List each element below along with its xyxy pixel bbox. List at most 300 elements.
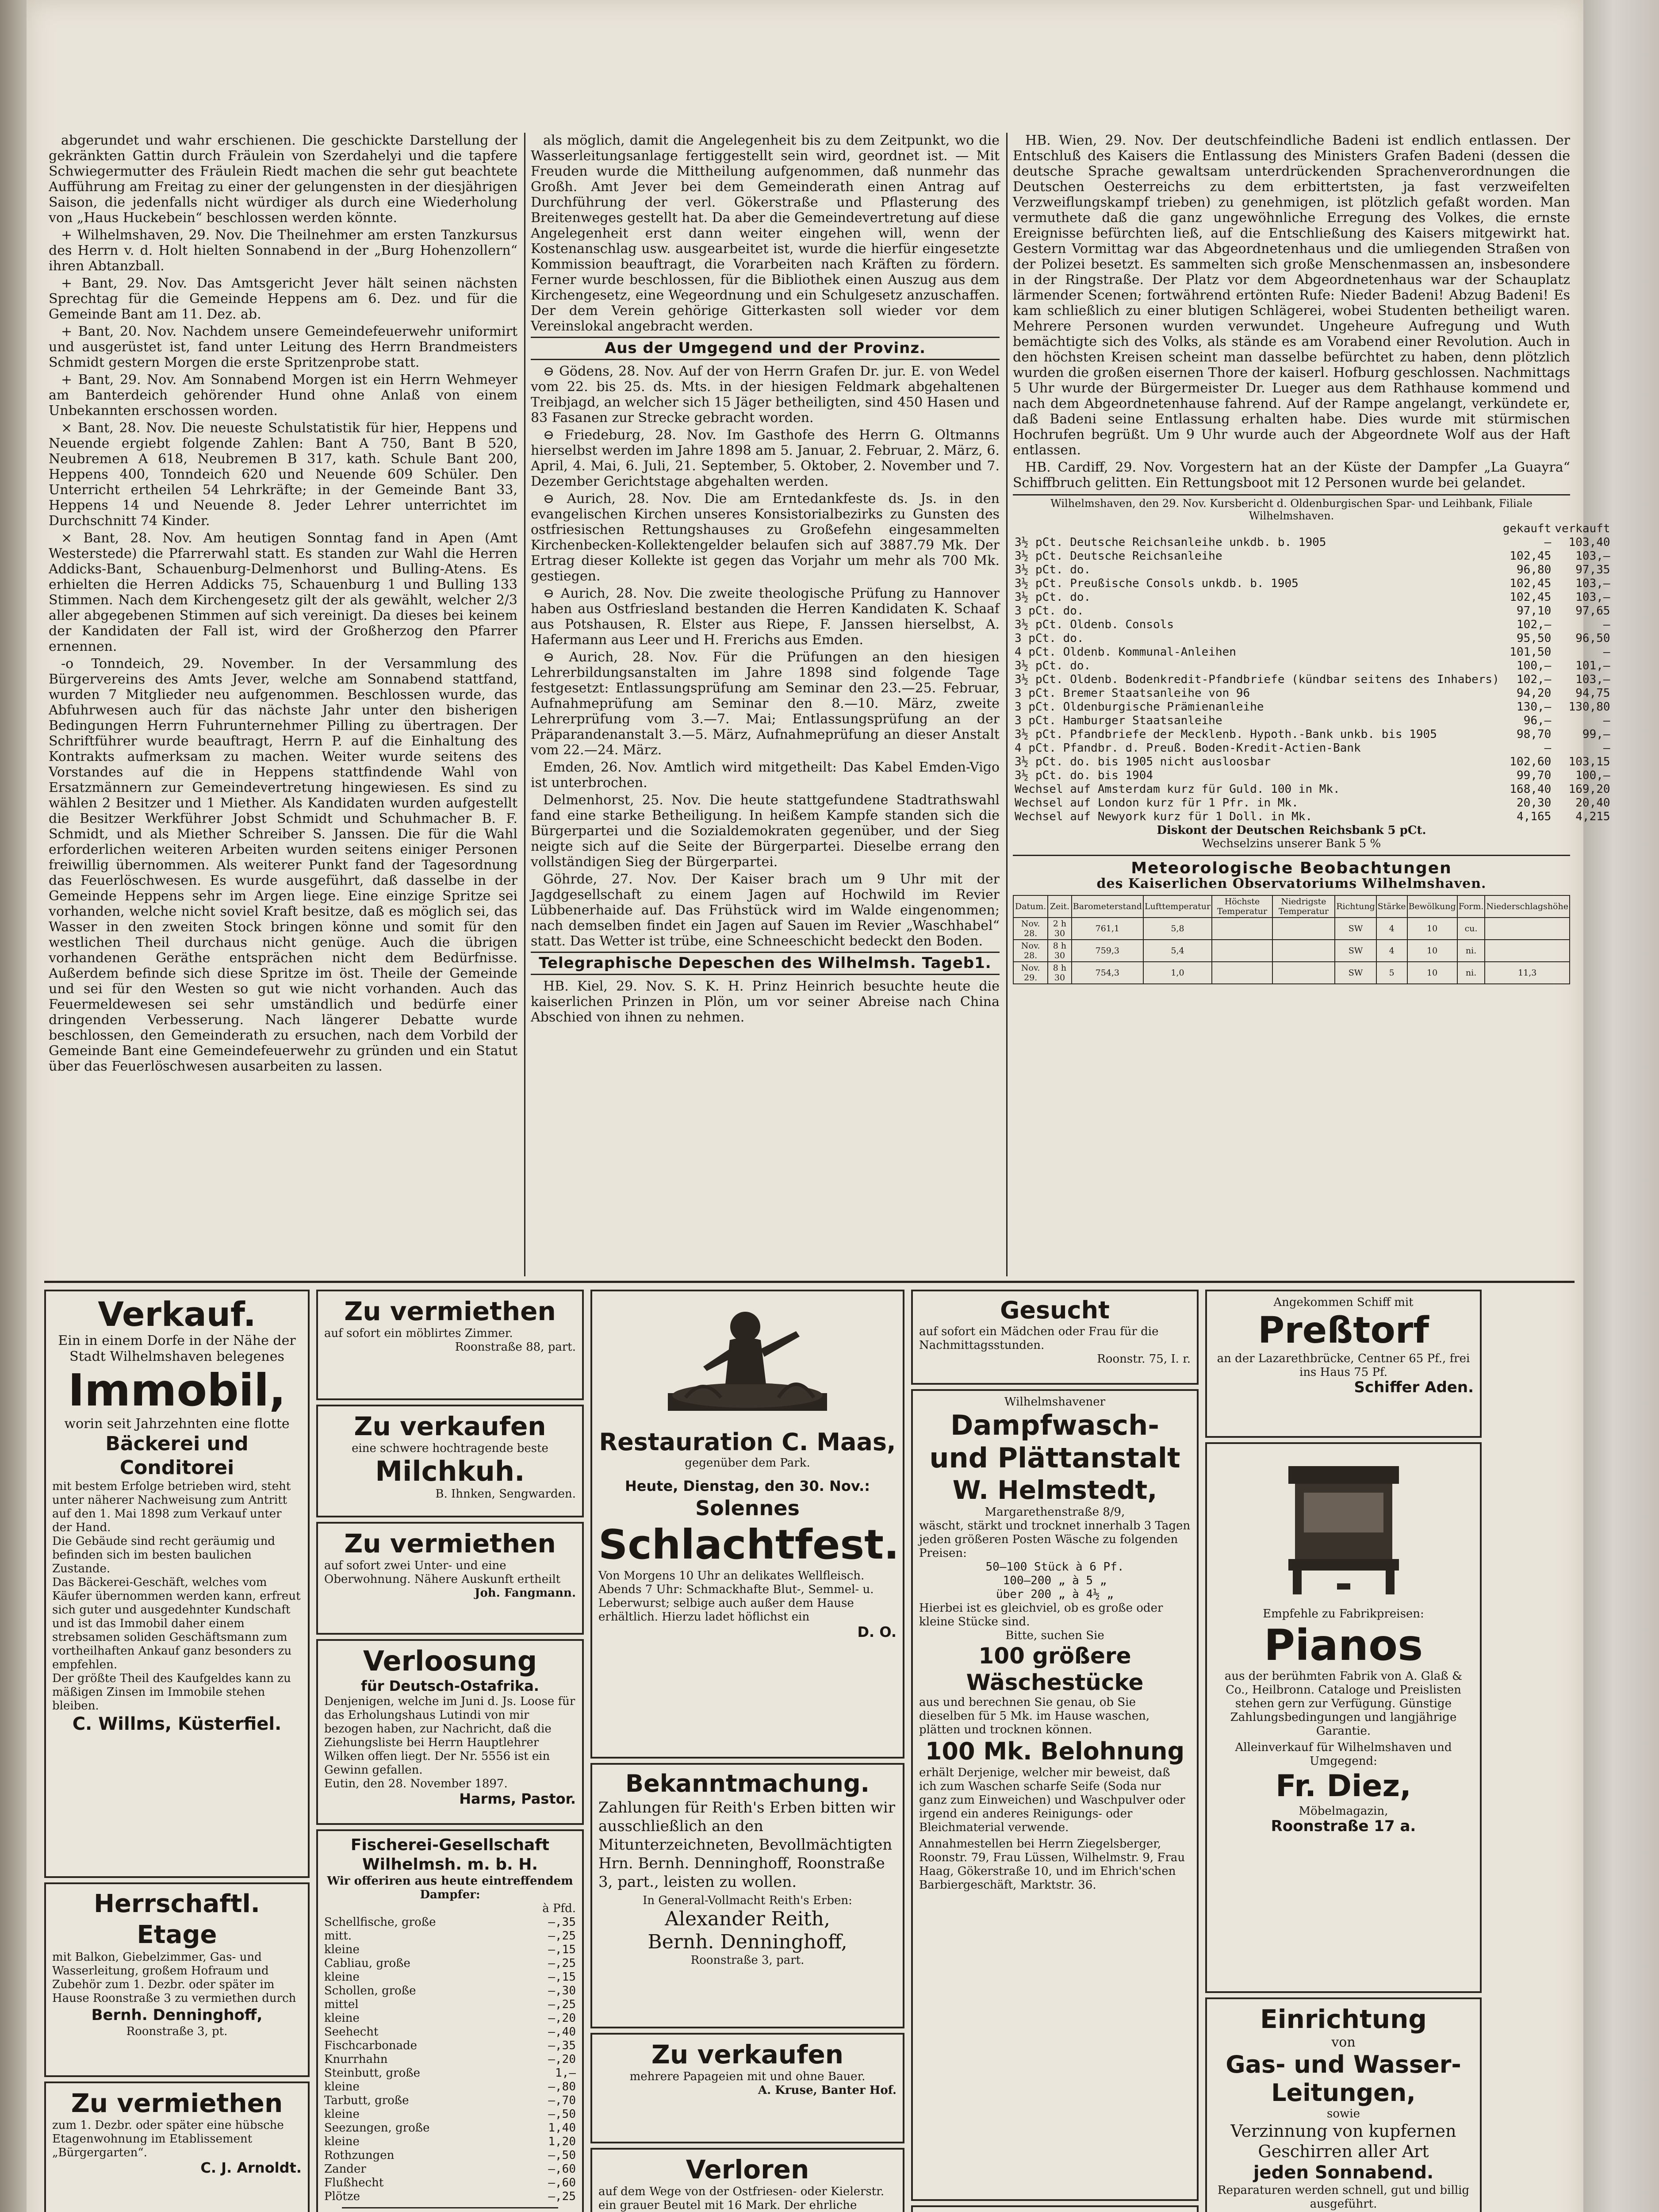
news-paragraph: ⊖ Aurich, 28. Nov. Für die Prüfungen an den hiesigen Lehrerbildungsanstalten im Jahre 1898 sind folgende Tage festgesetzt: Entlassungsprüfung am Seminar den 23.—25. Februar, Aufnahmeprüfung am Seminar den 8.—10. März, zweite Lehrerprüfung vom 3.—7. Mai; Entlassungsprüfung an der Präparandenanstalt 3.—5. März, Aufnahmeprüfung an dieser Anstalt vom 22.—24. März.: [531, 649, 1000, 758]
meteo-cell: [1212, 918, 1272, 940]
rates-cell: 3½ pCt. Pfandbriefe der Mecklenb. Hypoth.-Bank unkb. bis 1905: [1015, 728, 1437, 741]
rates-cell: 100,—: [1517, 659, 1552, 672]
rates-cell: 102,60: [1510, 755, 1552, 768]
ad-text: Das Bäckerei-Geschäft, welches vom Käufer übernommen werden kann, erfreut sich guter und ausgedehnter Kundschaft und ist das Immobil daher einem strebsamen soliden Geschäftsmann zum vortheilhaften Ankauf ganz besonders zu empfehlen.: [52, 1576, 301, 1671]
ad-address: Roonstraße 17 a.: [1271, 1817, 1416, 1835]
ad-text: Verzinnung von kupfernen Geschirren aller Art: [1230, 2121, 1456, 2161]
news-paragraph: + Bant, 29. Nov. Am Sonnabend Morgen ist ein Herrn Wehmeyer am Banterdeich gehörender Hund ohne Anlaß von einem Unbekannten erschossen worden.: [49, 372, 517, 419]
rates-cell: 3 pCt. do.: [1015, 632, 1084, 645]
fish-price-row: [324, 2012, 576, 2025]
ad-text: Die Gebäude sind recht geräumig und befinden sich im besten baulichen Zustande.: [52, 1535, 276, 1575]
ad-headline: Preßtorf: [1258, 1310, 1429, 1352]
ad-title: Zu verkaufen: [651, 2039, 844, 2070]
fish-price-row: [324, 1984, 576, 1998]
meteo-cell: 8 h 30: [1048, 940, 1072, 962]
news-paragraph: HB. Wien, 29. Nov. Der deutschfeindliche Badeni ist endlich entlassen. Der Entschluß des Kaisers die Entlassung des Ministers Grafen Badeni (dessen die deutsche Sprache gewaltsam unterdrückenden Sprachenverordnungen die Deutschen Oesterreichs zu dem erbittertsten, ja fast verzweifelten Verzweiflungskampf trieben) zu genehmigen, ist plötzlich gefaßt worden. Man vermuthete daß die ganz ungewöhnliche Erregung des Volkes, die ernste Ereignisse befürchten ließ, auf die Entschließung des Kaisers mitgewirkt hat. Gestern Vormittag war das Abgeordnetenhaus und die umliegenden Straßen von der Polizei besetzt. Es sammelten sich große Menschenmassen an, insbesondere in der Ringstraße. Der Platz vor dem Abgeordnetenhaus war der Schauplatz lärmender Scenen; fortwährend ertönten Rufe: Nieder Badeni! Abzug Badeni! Es kam schließlich zu einer blutigen Schlägerei, wobei Studenten betheiligt waren. Mehrere Personen wurden verwundet. Ungeheure Aufregung und Wuth bemächtigte sich des Volks, als stände es am Vorabend einer Revolution. Auch in den höchsten Kreisen scheint man dasselbe befürchtet zu haben, denn plötzlich wurden die großen eisernen Thore der kaiserl. Hofburg geschlossen. Nachmittags 5 Uhr wurde der Bürgermeister Dr. Lueger aus dem Rathhause kommend und nach dem Abgeordnetenhause fahrend. Auf der Rampe angelangt, verkündete er, daß Badeni seine Entlassung erhalten habe. Dies wurde mit stürmischen Hochrufen begrüßt. Um 9 Uhr wurde auch der Abgeordnete Wolf aus der Haft entlassen.: [1013, 133, 1570, 458]
fish-price-row: [324, 2053, 576, 2066]
meteo-cell: cu.: [1457, 918, 1485, 940]
rates-cell: 100,—: [1575, 769, 1610, 782]
ad-title: Zu vermiethen: [71, 2088, 283, 2118]
fish-name: Steinbutt, große: [324, 2066, 421, 2080]
news-paragraph: als möglich, damit die Angelegenheit bis zu dem Zeitpunkt, wo die Wasserleitungsanlage fertiggestellt sein wird, geordnet ist. — Mit Freuden wurde die Mittheilung aufgenommen, daß nunmehr das Großh. Amt Jever bei dem Gemeinderath einen Antrag auf Durchführung der verl. Gökerstraße und Pflasterung des Breitenweges gestellt hat. Da aber die Gemeindevertretung auf diese Angelegenheit erst dann weiter eingehen will, wenn der Kostenanschlag usw. ausgearbeitet ist, wurde die hierfür eingesetzte Kommission beauftragt, die Vorarbeiten nach Kräften zu fördern. Ferner wurde beschlossen, für die Bibliothek einen Auszug aus dem Kirchengesetz, eine Wegeordnung und ein Schulgesetz anzuschaffen. Der dem Verein gehörige Gitterkasten soll wieder vor dem Vereinslokal angebracht werden.: [531, 133, 1000, 334]
ad-address: Margarethenstraße 8/9,: [985, 1505, 1125, 1519]
ad-title: Restauration C. Maas,: [599, 1428, 896, 1456]
fish-price: —,80: [548, 2080, 576, 2093]
meteo-cell: ni.: [1457, 962, 1485, 984]
rates-cell: 95,50: [1517, 632, 1552, 645]
fish-price: —,50: [548, 2149, 576, 2162]
ad-headline: Immobil,: [68, 1364, 286, 1416]
meteo-cell: [1272, 940, 1335, 962]
rates-cell: 99,70: [1517, 769, 1552, 782]
ad-verkauf: [44, 1290, 310, 1878]
ad-text: an der Lazarethbrücke, Centner 65 Pf., frei ins Haus 75 Pf.: [1217, 1352, 1470, 1379]
rates-cell: 102,45: [1510, 549, 1552, 563]
news-column-2: [531, 133, 1000, 1272]
fish-price-row: [324, 2135, 576, 2149]
meteo-cell: SW: [1335, 962, 1376, 984]
ad-title: Gesucht: [1000, 1296, 1110, 1324]
exchange-rates-table: [1013, 522, 1612, 824]
rates-footer: Diskont der Deutschen Reichsbank 5 pCt.: [1157, 824, 1426, 837]
ad-text: Annahmestellen bei Herrn Ziegelsberger, Roonstr. 79, Frau Lüssen, Wilhelmstr. 9, Frau Haag, Gökerstraße 10, und im Ehrich'schen Barbiergeschäft, Marktstr. 36.: [919, 1837, 1185, 1892]
rates-cell: 102,45: [1510, 591, 1552, 604]
ad-text: worin seit Jahrzehnten eine flotte: [64, 1416, 290, 1432]
page-edge: [1583, 0, 1659, 2212]
rates-row: [1013, 700, 1612, 714]
rates-row: [1013, 741, 1612, 755]
rates-cell: 98,70: [1517, 728, 1552, 741]
meteo-header-cell: Richtung: [1335, 895, 1376, 918]
fish-price-row: [324, 2080, 576, 2094]
ad-text: Denjenigen, welche im Juni d. Js. Loose für das Erholungshaus Lutindi von mir bezogen haben, zur Nachricht, daß die Ziehungsliste bei Herrn Hauptlehrer Wilken offen liegt. Der Nr. 5556 ist ein Gewinn gefallen.: [324, 1695, 575, 1777]
ad-headline: Schlachtfest.: [598, 1521, 900, 1568]
fish-price-row: [324, 2108, 576, 2121]
rates-cell: Wechsel auf Amsterdam kurz für Guld. 100 in Mk.: [1015, 783, 1340, 796]
rates-row: [1013, 549, 1612, 563]
meteo-cell: Nov. 28.: [1013, 918, 1048, 940]
news-paragraph: × Bant, 28. Nov. Am heutigen Sonntag fand in Apen (Amt Westerstede) die Pfarrerwahl statt. Es standen zur Wahl die Herren Addicks-Bant, Schauenburg-Delmenhorst und Bulling-Atens. Es erhielten die Herren Addicks 75, Schauenburg 1 und Bulling 133 Stimmen. Nach dem Kirchengesetz gilt der als gewählt, welcher 2/3 aller abgegebenen Stimmen auf sich vereinigt. Da dieses bei keinem der Kandidaten der Fall ist, wird der Großherzog den Pfarrer ernennen.: [49, 530, 517, 654]
ad-signature: D. O.: [857, 1624, 897, 1640]
ad-text: auf sofort ein Mädchen oder Frau für die Nachmittagsstunden.: [919, 1325, 1159, 1352]
meteo-header-cell: Form.: [1457, 895, 1485, 918]
ad-text: mit Balkon, Giebelzimmer, Gas- und Wasserleitung, großem Hofraum und Zubehör zum 1. Dezbr. oder später im Hause Roonstraße 3 zu vermiethen durch: [52, 1951, 296, 2005]
news-paragraph: ⊖ Aurich, 28. Nov. Die zweite theologische Prüfung zu Hannover haben aus Ostfriesland bestanden die Herren Kandidaten K. Schaaf aus Potshausen, R. Elster aus Riepe, F. Janssen hierselbst, A. Hafermann aus Leer und H. Frerichs aus Emden.: [531, 586, 1000, 648]
ad-signature: A. Kruse, Banter Hof.: [758, 2084, 897, 2097]
ad-signature: B. Ihnken, Sengwarden.: [435, 1487, 576, 1501]
rates-cell: 3½ pCt. Oldenb. Bodenkredit-Pfandbriefe (kündbar seitens des Inhabers): [1015, 673, 1499, 686]
meteo-cell: Nov. 28.: [1013, 940, 1048, 962]
ad-title: Fischerei-Gesellschaft Wilhelmsh. m. b. H.: [350, 1836, 550, 1874]
section-title-telegraph: Telegraphische Depeschen des Wilhelmsh. Tageb1.: [531, 952, 1000, 975]
rates-cell: Wechsel auf Newyork kurz für 1 Doll. in Mk.: [1015, 810, 1313, 823]
fish-price: —,15: [548, 1970, 576, 1984]
rates-row: [1013, 604, 1612, 618]
rates-row: [1013, 673, 1612, 687]
rates-cell: 102,—: [1517, 673, 1552, 686]
woodcut-figure-icon: [650, 1296, 845, 1424]
rates-cell: 3½ pCt. Oldenb. Consols: [1015, 618, 1174, 631]
ad-title: Verloosung: [363, 1645, 537, 1677]
rates-cell: 3½ pCt. Preußische Consols unkdb. b. 1905: [1015, 577, 1299, 590]
meteo-header-cell: Stärke: [1376, 895, 1407, 918]
rates-cell: 4 pCt. Pfandbr. d. Preuß. Boden-Kredit-Actien-Bank: [1015, 741, 1361, 755]
fish-price: —,20: [548, 2012, 576, 2025]
rates-cell: —: [1603, 645, 1610, 659]
fish-name: mittel: [324, 1998, 359, 2011]
rates-cell: 3½ pCt. do.: [1015, 659, 1091, 672]
meteo-cell: 1,0: [1143, 962, 1212, 984]
rates-cell: 130,—: [1517, 700, 1552, 714]
ad-text: auf sofort zwei Unter- und eine Oberwohnung. Nähere Auskunft ertheilt: [324, 1559, 561, 1586]
fish-name: Fischcarbonade: [324, 2039, 418, 2052]
page-binding: [0, 0, 27, 2212]
fish-name: kleine: [324, 2135, 360, 2148]
ad-subtitle: gegenüber dem Park.: [685, 1456, 810, 1470]
ad-signature: C. Willms, Küsterfiel.: [72, 1714, 282, 1734]
rates-cell: 97,10: [1517, 604, 1552, 618]
rates-cell: 3½ pCt. Deutsche Reichsanleihe unkdb. b. 1905: [1015, 536, 1326, 549]
rates-cell: 4 pCt. Oldenb. Kommunal-Anleihen: [1015, 645, 1236, 659]
meteo-cell: [1212, 940, 1272, 962]
ad-text: zum 1. Dezbr. oder später eine hübsche Etagenwohnung im Etablissement „Bürgergarten“.: [52, 2119, 284, 2159]
ad-text: Von Morgens 10 Uhr an delikates Wellfleisch. Abends 7 Uhr: Schmackhafte Blut-, Semmel- u. Leberwurst; selbige auch außer dem Hause erhältlich. Hierzu ladet höflichst ein: [598, 1569, 874, 1624]
ad-address: Roonstraße 3, part.: [690, 1954, 805, 1967]
fish-price-list: [324, 1916, 576, 2204]
fish-name: kleine: [324, 1943, 360, 1956]
ad-headline: 100 Mk. Belohnung: [925, 1737, 1185, 1765]
news-column-1: [49, 133, 517, 1272]
fish-name: Schollen, große: [324, 1984, 416, 1997]
ad-verloosung: [316, 1639, 584, 1825]
rates-cell: 130,80: [1568, 700, 1610, 714]
meteo-header-cell: Niederschlagshöhe: [1485, 895, 1570, 918]
wash-price-row: 100—200 „ à 5 „: [1003, 1574, 1107, 1587]
ad-vermiethen-e: [911, 2205, 1199, 2212]
news-paragraph: + Bant, 29. Nov. Das Amtsgericht Jever hält seinen nächsten Sprechtag für die Gemeinde Heppens am 6. Dez. und für die Gemeinde Bant am 11. Dez. ab.: [49, 276, 517, 322]
ad-headline: Milchkuh.: [375, 1455, 525, 1487]
rates-cell: 101,50: [1510, 645, 1552, 659]
rates-row: [1013, 714, 1612, 728]
ad-signature: Fr. Diez,: [1276, 1769, 1411, 1804]
rates-cell: 20,30: [1517, 796, 1552, 810]
news-paragraph: HB. Cardiff, 29. Nov. Vorgestern hat an der Küste der Dampfer „La Guayra“ Schiffbruch gelitten. Ein Rettungsboot mit 12 Personen wurde bei gelandet.: [1013, 460, 1570, 491]
fish-name: Rothzungen: [324, 2149, 395, 2162]
ad-text: aus und berechnen Sie genau, ob Sie dieselben für 5 Mk. im Hause waschen, plätten und trocknen können.: [919, 1696, 1150, 1736]
fish-name: Plötze: [324, 2190, 360, 2203]
ad-signature: Schiffer Aden.: [1354, 1379, 1474, 1396]
wash-price-row: über 200 „ à 4½ „: [996, 1588, 1114, 1601]
rates-row: [1013, 687, 1612, 700]
rates-cell: 97,35: [1575, 563, 1610, 576]
meteo-cell: 4: [1376, 940, 1407, 962]
rates-row: [1013, 796, 1612, 810]
meteo-header-cell: Bewölkung: [1407, 895, 1457, 918]
rates-cell: 94,75: [1575, 687, 1610, 700]
rates-cell: 3 pCt. Oldenburgische Prämienanleihe: [1015, 700, 1264, 714]
news-paragraph: ⊖ Aurich, 28. Nov. Die am Erntedankfeste ds. Js. in den evangelischen Kirchen unseres Konsistorialbezirks zu Gunsten des ostfriesischen Rettungshauses zu Großefehn eingesammelten Kirchenbecken-Kollektengelder belaufen sich auf 3887.79 Mk. Der Ertrag dieser Kollekte ist gegen das Vorjahr um mehr als 700 Mk. gestiegen.: [531, 491, 1000, 584]
meteo-cell: ni.: [1457, 940, 1485, 962]
meteo-cell: 5: [1376, 962, 1407, 984]
rates-cell: 99,—: [1582, 728, 1610, 741]
rates-row: [1013, 728, 1612, 741]
meteo-cell: 10: [1407, 918, 1457, 940]
rates-cell: 3½ pCt. do.: [1015, 591, 1091, 604]
meteo-cell: SW: [1335, 918, 1376, 940]
fish-price-row: [324, 2066, 576, 2080]
ad-title: Verkauf.: [98, 1294, 256, 1334]
meteo-cell: [1212, 962, 1272, 984]
ad-title: Zu vermiethen: [344, 1528, 556, 1559]
ad-title: Zu verkaufen: [354, 1411, 546, 1441]
ad-gesucht: [911, 1290, 1199, 1385]
fish-price: —,40: [548, 2025, 576, 2039]
ad-text: von: [1331, 2035, 1356, 2050]
fish-price-row: [324, 1957, 576, 1970]
rates-cell: 3½ pCt. do. bis 1904: [1015, 769, 1153, 782]
meteo-cell: 759,3: [1072, 940, 1143, 962]
ad-title: Bekanntmachung.: [625, 1770, 870, 1797]
rates-cell: 97,65: [1575, 604, 1610, 618]
meteo-header-cell: Zeit.: [1048, 895, 1072, 918]
meteo-subtitle: des Kaiserlichen Observatoriums Wilhelmshaven.: [1096, 876, 1487, 891]
ad-text: Alleinverkauf für Wilhelmshaven und Umgegend:: [1235, 1741, 1452, 1768]
ad-text: eine schwere hochtragende beste: [352, 1442, 548, 1455]
meteo-row: [1013, 962, 1570, 984]
fish-name: Flußhecht: [324, 2176, 384, 2189]
meteo-table: [1013, 895, 1570, 984]
news-paragraph: ⊖ Gödens, 28. Nov. Auf der von Herrn Grafen Dr. jur. E. von Wedel vom 22. bis 25. ds. Mts. in der hiesigen Feldmark abgehaltenen Treibjagd, an welcher sich 15 Jäger betheiligten, sind 450 Hasen und 83 Fasanen zur Strecke gebracht worden.: [531, 364, 1000, 426]
rates-cell: 103,—: [1575, 549, 1610, 563]
ad-text: Der größte Theil des Kaufgeldes kann zu mäßigen Zinsen im Immobile stehen bleiben.: [52, 1672, 291, 1713]
ad-text: auf sofort ein möblirtes Zimmer.: [324, 1327, 513, 1340]
news-paragraph: Delmenhorst, 25. Nov. Die heute stattgefundene Stadtrathswahl fand eine starke Betheiligung. In heißem Kampfe standen sich die Bürgerpartei und die Sozialdemokraten gegenüber, und der Sieg neigte sich auf die Seite der Bürgerpartei. Dieselbe errang den vollständigen Sieg der Bürgerpartei.: [531, 792, 1000, 870]
fish-price: —,25: [548, 2190, 576, 2203]
ad-subtitle: Wir offeriren aus heute eintreffendem Dampfer:: [327, 1874, 573, 1901]
rates-cell: 3½ pCt. do. bis 1905 nicht ausloosbar: [1015, 755, 1271, 768]
ad-vermiethen-a: [44, 2081, 310, 2212]
ad-signature: C. J. Arnoldt.: [200, 2159, 302, 2176]
rates-row: [1013, 591, 1612, 604]
ad-owner: W. Helmstedt,: [952, 1475, 1157, 1505]
rates-cell: —: [1544, 741, 1552, 755]
ad-address: Roonstraße 3, pt.: [126, 2025, 228, 2038]
fish-price: —,30: [548, 1984, 576, 1997]
meteo-row: [1013, 940, 1570, 962]
piano-icon: [1271, 1453, 1417, 1599]
rates-cell: 103,15: [1568, 755, 1610, 768]
fish-price: —,25: [548, 1998, 576, 2011]
column-divider: [1006, 133, 1008, 1276]
ad-text: Ein in einem Dorfe in der Nähe der Stadt Wilhelmshaven belegenes: [58, 1333, 296, 1364]
exchange-rates-title: Wilhelmshaven, den 29. Nov. Kursbericht d. Oldenburgischen Spar- und Leihbank, Filiale Wilhelmshaven.: [1050, 497, 1533, 522]
news-paragraph: abgerundet und wahr erschienen. Die geschickte Darstellung der gekränkten Gattin durch Fräulein von Szerdahelyi und die tapfere Schwiegermutter des Fräulein Riedt machen die sehr gut beachtete Aufführung am Freitag zu einer der gelungensten in der diesjährigen Saison, die jedenfalls nicht würdiger als durch eine Wiederholung von „Haus Huckebein“ beschlossen werden könnte.: [49, 133, 517, 226]
fish-price: —,60: [548, 2176, 576, 2189]
meteo-row: [1013, 918, 1570, 940]
news-paragraph: Göhrde, 27. Nov. Der Kaiser brach um 9 Uhr mit der Jagdgesellschaft zu einem Jagen auf Hochwild im Revier Lübbenerhaide auf. Das Frühstück wird im Walde eingenommen; nach demselben findet ein Jagen auf Sauen im Revier „Waschhabel“ statt. Das Wetter ist trübe, eine Schneeschicht bedeckt den Boden.: [531, 872, 1000, 949]
rates-cell: 102,—: [1517, 618, 1552, 631]
rates-cell: —: [1603, 618, 1610, 631]
ad-text: mehrere Papageien mit und ohne Bauer.: [629, 2070, 866, 2083]
ad-headline: Bäckerei und Conditorei: [105, 1432, 249, 1479]
meteo-cell: [1485, 918, 1570, 940]
news-paragraph: + Bant, 20. Nov. Nachdem unsere Gemeindefeuerwehr uniformirt und ausgerüstet ist, fand unter Leitung des Herrn Brandmeisters Schmidt gestern Morgen die erste Spritzenprobe statt.: [49, 324, 517, 370]
rates-cell: 4,165: [1517, 810, 1552, 823]
fish-name: Cabliau, große: [324, 1957, 410, 1970]
meteo-cell: [1272, 918, 1335, 940]
ad-etage: [44, 1882, 310, 2077]
ad-dampfwasch: [911, 1389, 1199, 2201]
meteo-cell: SW: [1335, 940, 1376, 962]
fish-name: kleine: [324, 2108, 360, 2121]
fish-price-row: [324, 2190, 576, 2204]
meteo-cell: 10: [1407, 962, 1457, 984]
fish-name: Schellfische, große: [324, 1916, 436, 1929]
rates-cell: —: [1603, 714, 1610, 727]
ad-pretitle: Wilhelmshavener: [1004, 1395, 1106, 1409]
fish-price: 1,20: [548, 2135, 576, 2148]
ad-signature: Bernh. Denninghoff,: [91, 2006, 263, 2024]
column-divider: [524, 133, 525, 1276]
rates-row: [1013, 783, 1612, 796]
rates-cell: 101,—: [1575, 659, 1610, 672]
ad-headline: 100 größere Wäschestücke: [966, 1643, 1144, 1695]
fish-price: —,70: [548, 2094, 576, 2107]
rates-cell: 169,20: [1568, 783, 1610, 796]
rates-row: [1013, 645, 1612, 659]
fish-name: kleine: [324, 2012, 360, 2025]
ad-address: Roonstraße 88, part.: [455, 1340, 576, 1354]
fish-name: kleine: [324, 1970, 360, 1984]
fish-price: —,60: [548, 2162, 576, 2176]
rates-cell: 103,—: [1575, 673, 1610, 686]
meteo-header-cell: Datum.: [1013, 895, 1048, 918]
rates-footer: Wechselzins unserer Bank 5 %: [1202, 837, 1381, 850]
rates-cell: 3 pCt. Bremer Staatsanleihe von 96: [1015, 687, 1250, 700]
meteo-cell: [1272, 962, 1335, 984]
fish-price-row: [324, 2176, 576, 2190]
rates-row: [1013, 755, 1612, 769]
section-divider: [44, 1281, 1575, 1283]
rates-cell: 96,—: [1523, 714, 1552, 727]
rates-header: gekauft: [1502, 522, 1552, 535]
fish-price-row: [324, 1970, 576, 1984]
fish-price: —,20: [548, 2053, 576, 2066]
fish-price-row: [324, 2149, 576, 2162]
fish-price-row: [324, 1916, 576, 1929]
news-paragraph: + Wilhelmshaven, 29. Nov. Die Theilnehmer am ersten Tanzkursus des Herrn v. d. Holt hielten Sonnabend in der „Burg Hohenzollern“ ihren Abtanzball.: [49, 227, 517, 274]
rates-row: [1013, 659, 1612, 673]
fish-name: mitt.: [324, 1929, 352, 1943]
rates-header: verkauft: [1555, 522, 1610, 535]
ad-text: aus der berühmten Fabrik von A. Glaß & Co., Heilbronn. Cataloge und Preislisten stehen gern zur Verfügung. Günstige Zahlungsbedingungen und langjährige Garantie.: [1224, 1670, 1463, 1738]
fish-price: —,15: [548, 1943, 576, 1956]
news-paragraph: ⊖ Friedeburg, 28. Nov. Im Gasthofe des Herrn G. Oltmanns hierselbst werden im Jahre 1898 am 5. Januar, 2. Februar, 2. März, 6. April, 4. Mai, 6. Juli, 21. September, 5. Oktober, 2. November und 7. Dezember Gerichtstage abgehalten werden.: [531, 427, 1000, 489]
ad-date: Eutin, den 28. November 1897.: [324, 1777, 508, 1790]
rates-row: [1013, 536, 1612, 549]
ad-text: Bitte, suchen Sie: [1005, 1629, 1104, 1642]
meteo-cell: [1485, 940, 1570, 962]
ad-text: sowie: [1327, 2107, 1360, 2120]
ad-unit: à Pfd.: [542, 1902, 576, 1915]
rates-cell: 96,50: [1575, 632, 1610, 645]
fish-price-row: [324, 2162, 576, 2176]
rates-cell: Wechsel auf London kurz für 1 Pfr. in Mk.: [1015, 796, 1299, 810]
rates-cell: 102,45: [1510, 577, 1552, 590]
meteo-cell: 10: [1407, 940, 1457, 962]
fish-name: Knurrhahn: [324, 2053, 388, 2066]
rates-cell: 3 pCt. do.: [1015, 604, 1084, 618]
ad-signature: Joh. Fangmann.: [475, 1586, 576, 1600]
ad-date: Heute, Dienstag, den 30. Nov.:: [625, 1478, 870, 1494]
meteo-cell: 754,3: [1072, 962, 1143, 984]
rates-cell: 3½ pCt. do.: [1015, 563, 1091, 576]
fish-price-row: [324, 2094, 576, 2108]
rates-header: [1013, 522, 1501, 536]
ad-bekanntmachung: [590, 1763, 904, 2028]
ad-headline: Pianos: [1264, 1621, 1423, 1670]
fish-price: —,35: [548, 2039, 576, 2052]
wash-price-list: [919, 1560, 1191, 1601]
ad-verkaufen-milchkuh: [316, 1405, 584, 1517]
ad-title: Dampfwasch- und Plättanstalt: [929, 1409, 1180, 1474]
ad-text: Reparaturen werden schnell, gut und billig ausgeführt.: [1217, 2184, 1470, 2211]
meteo-header-cell: Barometerstand: [1072, 895, 1143, 918]
news-paragraph: × Bant, 28. Nov. Die neueste Schulstatistik für hier, Heppens und Neuende ergiebt folgende Zahlen: Bant A 750, Bant B 520, Neubremen A 618, Neubremen B 317, kath. Schule Bant 200, Heppens 400, Tonndeich 620 und Neuende 609 Schüler. Den Unterricht ertheilen 54 Lehrkräfte; in der Gemeinde Bant 33, Heppens 14 und Neuende 8. Jeder Lehrer unterrichtet im Durchschnitt 74 Kinder.: [49, 420, 517, 529]
meteo-cell: 761,1: [1072, 918, 1143, 940]
ad-headline: Gas- und Wasser-Leitungen,: [1226, 2051, 1461, 2107]
ad-signature: Harms, Pastor.: [459, 1790, 576, 1807]
wash-price-row: 50—100 Stück à 6 Pf.: [985, 1560, 1124, 1574]
rates-cell: 3 pCt. Hamburger Staatsanleihe: [1015, 714, 1222, 727]
fish-price: 1,—: [555, 2066, 576, 2080]
ad-signature: Alexander Reith,: [665, 1908, 830, 1930]
rates-row: [1013, 769, 1612, 783]
rates-cell: 103,—: [1575, 591, 1610, 604]
ad-pretitle: Angekommen Schiff mit: [1273, 1296, 1414, 1309]
fish-name: Tarbutt, große: [324, 2094, 409, 2107]
meteo-cell: 11,3: [1485, 962, 1570, 984]
fish-price: —,25: [548, 1929, 576, 1943]
section-title-province: Aus der Umgegend und der Provinz.: [531, 337, 1000, 360]
ad-subtitle: Möbelmagazin,: [1299, 1805, 1388, 1818]
ad-vermiethen-d: [316, 1522, 584, 1635]
rates-cell: —: [1544, 536, 1552, 549]
fish-name: Seezungen, große: [324, 2121, 430, 2135]
ad-text: Hierbei ist es gleichviel, ob es große oder kleine Stücke sind.: [919, 1601, 1163, 1628]
rates-cell: 168,40: [1510, 783, 1552, 796]
rates-row: [1013, 618, 1612, 632]
news-paragraph: Emden, 26. Nov. Amtlich wird mitgetheilt: Das Kabel Emden-Vigo ist unterbrochen.: [531, 760, 1000, 791]
ad-text: auf dem Wege von der Ostfriesen- oder Kielerstr. ein grauer Beutel mit 16 Mark. Der ehrliche: [598, 2185, 885, 2212]
fish-price-row: [324, 1998, 576, 2012]
ad-text: jeden Sonnabend.: [1253, 2162, 1434, 2183]
fish-price-row: [324, 2025, 576, 2039]
rates-cell: 20,40: [1575, 796, 1610, 810]
fish-price-row: [324, 2121, 576, 2135]
meteo-cell: 4: [1376, 918, 1407, 940]
rates-cell: 103,—: [1575, 577, 1610, 590]
fish-price-row: [324, 1929, 576, 1943]
fish-price: —,35: [548, 1916, 576, 1929]
rates-row: [1013, 632, 1612, 645]
rates-cell: 103,40: [1568, 536, 1610, 549]
meteo-cell: 8 h 30: [1048, 962, 1072, 984]
meteo-cell: 5,4: [1143, 940, 1212, 962]
meteo-header-cell: Höchste Temperatur: [1212, 895, 1272, 918]
rates-row: [1013, 810, 1612, 824]
ad-title: Einrichtung: [1260, 2004, 1427, 2034]
